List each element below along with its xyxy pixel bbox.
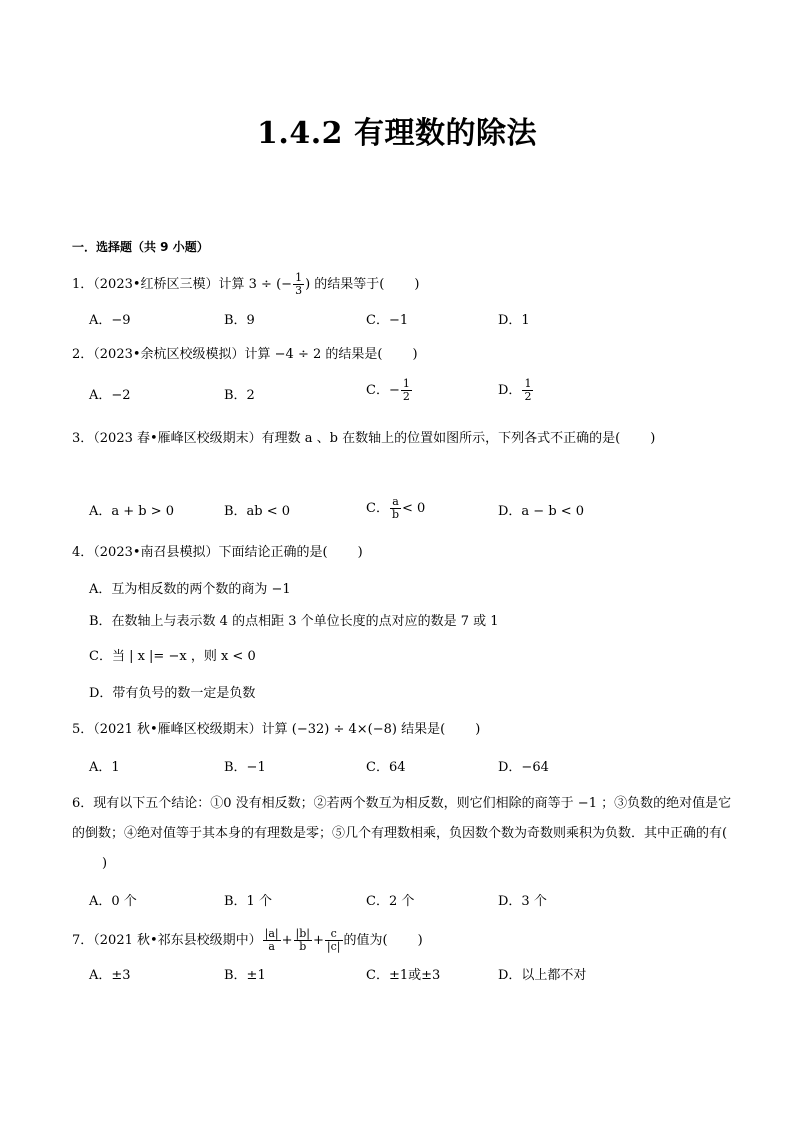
q6-option-a[interactable]: A．0 个: [89, 894, 137, 909]
q4-option-b[interactable]: B．在数轴上与表示数 4 的点相距 3 个单位长度的点对应的数是 7 或 1: [89, 614, 499, 629]
q3-option-c[interactable]: C． $\frac{a}{b}$ < 0: [366, 495, 426, 521]
q5-option-c[interactable]: C．64: [366, 760, 406, 775]
q3-option-d[interactable]: D．a − b < 0: [498, 504, 585, 519]
question-4: 4．（2023•南召县模拟）下面结论正确的是( ): [72, 545, 363, 560]
fraction-c-over-abs-c: $\frac{c}{|c|}$: [326, 927, 341, 953]
question-7-stem: 7．（2021 秋•祁东县校级期中）: [72, 933, 262, 948]
question-3: 3．（2023 春•雁峰区校级期末）有理数 a 、b 在数轴上的位置如图所示，下列各式不正确的是( ): [72, 431, 656, 446]
q5-option-d[interactable]: D．−64: [498, 760, 549, 775]
question-7: 7．（2021 秋•祁东县校级期中） $\frac{|a|}{a}$ + $\frac{|b|}{b}$ + $\frac{c}{|c|}$ 的值为( ): [72, 927, 423, 953]
q4-option-c[interactable]: C．当 | x |= −x ，则 x < 0: [89, 649, 256, 664]
q6-option-c[interactable]: C．2 个: [366, 894, 415, 909]
q2-option-a[interactable]: A．−2: [89, 388, 131, 403]
fraction-one-half: $\frac{1}{2}$: [402, 377, 410, 403]
fraction-abs-b-over-b: $\frac{|b|}{b}$: [295, 927, 311, 953]
q5-option-b[interactable]: B．−1: [224, 760, 266, 775]
question-4-stem: 4．（2023•南召县模拟）下面结论正确的是(: [72, 545, 328, 560]
page-title: 1.4.2 有理数的除法: [257, 116, 537, 151]
fraction-a-over-b: $\frac{a}{b}$: [391, 495, 399, 521]
q4-option-a[interactable]: A．互为相反数的两个数的商为 −1: [89, 582, 291, 597]
question-2: 2．（2023•余杭区校级模拟）计算 −4 ÷ 2 的结果是( ): [72, 347, 418, 362]
question-5: 5．（2021 秋•雁峰区校级期末）计算 (−32) ÷ 4×(−8) 结果是( ): [72, 722, 481, 737]
question-6-stem: 6．现有以下五个结论：①0 没有相反数；②若两个数互为相反数，则它们相除的商等于 −1 ；③负数的绝对值是它的倒数；④绝对值等于其本身的有理数是零；⑤几个有理数相乘，负因数个数为奇数则乘积为负数．其中正确的有(: [72, 796, 732, 841]
q3-option-b[interactable]: B．ab < 0: [224, 504, 291, 519]
q2-option-c[interactable]: C．− $\frac{1}{2}$: [366, 377, 410, 403]
q5-option-a[interactable]: A．1: [89, 760, 120, 775]
q1-option-c[interactable]: C．−1: [366, 313, 409, 328]
q6-option-d[interactable]: D．3 个: [498, 894, 547, 909]
question-1: 1．（2023•红桥区三模）计算 3 ÷ (− $\frac{1}{3}$ ) 的结果等于( ): [72, 271, 420, 297]
q1-option-d[interactable]: D．1: [498, 313, 530, 328]
question-2-stem: 2．（2023•余杭区校级模拟）计算 −4 ÷ 2 的结果是(: [72, 347, 383, 362]
question-3-stem: 3．（2023 春•雁峰区校级期末）有理数 a 、b 在数轴上的位置如图所示，下列各式不正确的是(: [72, 431, 621, 446]
q7-option-a[interactable]: A．±3: [89, 968, 131, 983]
question-5-stem: 5．（2021 秋•雁峰区校级期末）计算 (−32) ÷ 4×(−8) 结果是(: [72, 722, 446, 737]
fraction-one-half: $\frac{1}{2}$: [524, 377, 532, 403]
q6-option-b[interactable]: B．1 个: [224, 894, 272, 909]
section-heading: 一．选择题（共 9 小题）: [72, 240, 209, 254]
question-6: 6．现有以下五个结论：①0 没有相反数；②若两个数互为相反数，则它们相除的商等于 −1 ；③负数的绝对值是它的倒数；④绝对值等于其本身的有理数是零；⑤几个有理数相乘，负因数个数为奇数则乘积为负数．其中正确的有(): [72, 796, 732, 871]
q7-option-b[interactable]: B．±1: [224, 968, 266, 983]
q2-option-b[interactable]: B．2: [224, 388, 255, 403]
q7-option-c[interactable]: C．±1或±3: [366, 968, 441, 983]
q1-option-a[interactable]: A．−9: [89, 313, 131, 328]
q1-option-b[interactable]: B．9: [224, 313, 255, 328]
q3-option-a[interactable]: A．a + b > 0: [89, 504, 175, 519]
q7-option-d[interactable]: D．以上都不对: [498, 968, 587, 983]
q4-option-d[interactable]: D．带有负号的数一定是负数: [89, 686, 256, 701]
fraction-one-third: $\frac{1}{3}$: [295, 271, 303, 297]
fraction-abs-a-over-a: $\frac{|a|}{a}$: [264, 927, 279, 953]
question-1-stem: 1．（2023•红桥区三模）计算 3 ÷ (−: [72, 277, 293, 292]
q2-option-d[interactable]: D． $\frac{1}{2}$: [498, 377, 532, 403]
